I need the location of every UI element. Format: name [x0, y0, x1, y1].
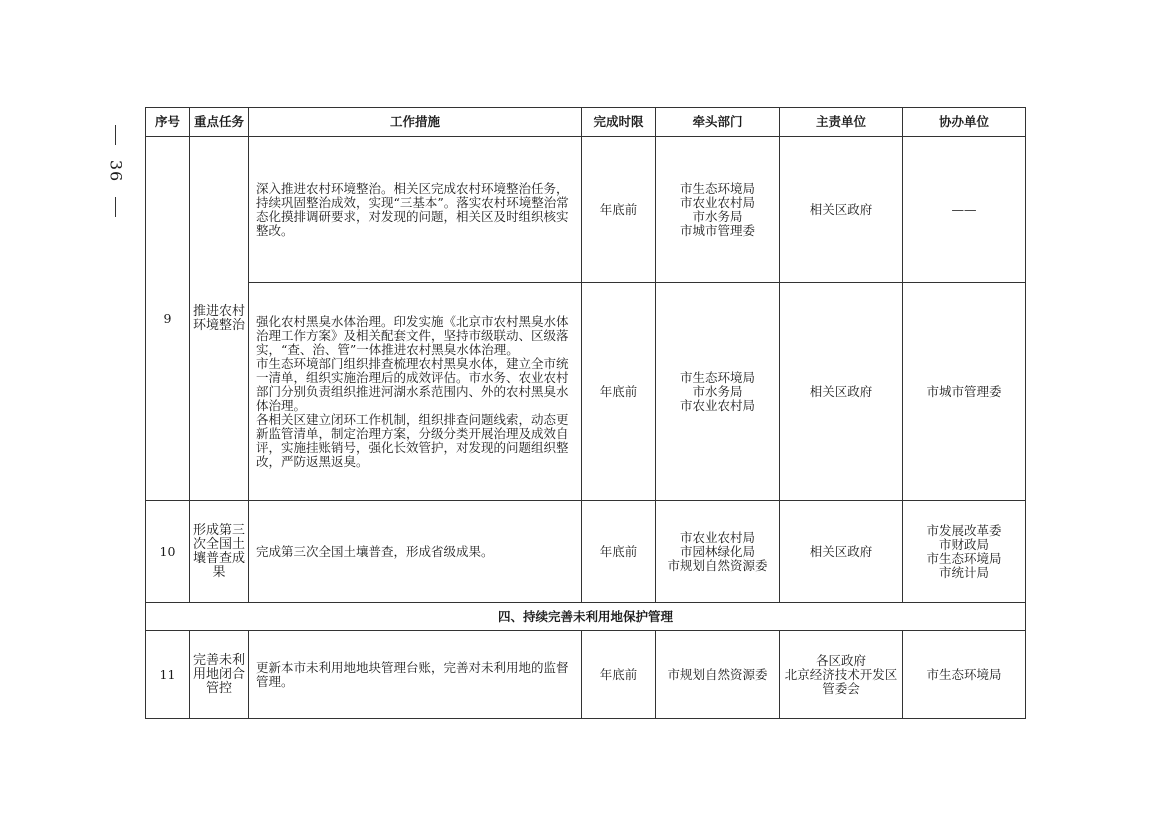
row11-no: 11 — [146, 631, 190, 719]
row9a-measures — [249, 137, 582, 283]
table-row-9a — [146, 137, 1026, 283]
row10-assist — [903, 501, 1026, 603]
row10-assist-item: 市发展改革委 — [926, 522, 1002, 538]
row10-lead-item: 市农业农村局 — [679, 529, 755, 545]
row9a-lead-item: 市城市管理委 — [679, 222, 755, 238]
row10-measures — [249, 501, 582, 603]
row9b-lead-item: 市生态环境局 — [679, 369, 755, 385]
row9a-assist: —— — [903, 137, 1026, 283]
header-measures: 工作措施 — [249, 108, 582, 137]
row9b-lead-item: 市水务局 — [692, 383, 743, 399]
row11-lead: 市规划自然资源委 — [656, 631, 780, 719]
row9b-measure-text: 强化农村黑臭水体治理。印发实施《北京市农村黑臭水体治理工作方案》及相关配套文件，坚持市级联动、区级落实，“查、治、管”一体推进农村黑臭水体治理。 — [256, 313, 569, 357]
row9a-lead-item: 市生态环境局 — [679, 180, 755, 196]
header-task: 重点任务 — [190, 108, 249, 137]
row10-measure-text: 完成第三次全国土壤普查，形成省级成果。 — [256, 543, 494, 559]
row9a-main: 相关区政府 — [780, 137, 903, 283]
table-row-10 — [146, 501, 1026, 603]
row9b-main: 相关区政府 — [780, 283, 903, 501]
row10-assist-item: 市生态环境局 — [926, 550, 1002, 566]
row10-lead — [656, 501, 780, 603]
page-number-text: 36 — [106, 159, 126, 183]
header-no: 序号 — [146, 108, 190, 137]
row11-main-item: 各区政府 — [815, 652, 866, 668]
header-lead: 牵头部门 — [656, 108, 780, 137]
row10-deadline: 年底前 — [582, 501, 656, 603]
row10-lead-item: 市园林绿化局 — [679, 543, 755, 559]
row10-lead-item: 市规划自然资源委 — [667, 557, 768, 573]
page-number-dash-top — [115, 125, 116, 145]
row9b-assist: 市城市管理委 — [903, 283, 1026, 501]
section-row — [146, 603, 1026, 631]
row9b-measures — [249, 283, 582, 501]
header-main: 主责单位 — [780, 108, 903, 137]
section-heading: 四、持续完善未利用地保护管理 — [146, 603, 1026, 631]
row9b-measure-text: 各相关区建立闭环工作机制，组织排查问题线索，动态更新监管清单，制定治理方案，分级分类开展治理及成效自评，实施挂账销号，强化长效管护，对发现的问题组织整改，严防返黑返臭。 — [256, 411, 569, 469]
header-assist: 协办单位 — [903, 108, 1026, 137]
row9b-lead-item: 市农业农村局 — [679, 397, 755, 413]
row9a-measure-text: 深入推进农村环境整治。相关区完成农村环境整治任务，持续巩固整治成效，实现“三基本”。落实农村环境整治常态化摸排调研要求，对发现的问题，相关区及时组织核实整改。 — [256, 180, 569, 238]
row9a-lead — [656, 137, 780, 283]
table-row-11 — [146, 631, 1026, 719]
row11-main-item: 北京经济技术开发区管委会 — [784, 666, 898, 696]
row9a-lead-item: 市水务局 — [692, 208, 743, 224]
table-header-row — [146, 108, 1026, 137]
row9a-lead-item: 市农业农村局 — [679, 194, 755, 210]
row10-task: 形成第三次全国土壤普查成果 — [190, 501, 249, 603]
row10-main: 相关区政府 — [780, 501, 903, 603]
row10-assist-item: 市统计局 — [938, 564, 989, 580]
row11-measure-text: 更新本市未利用地地块管理台账，完善对未利用地的监督管理。 — [256, 659, 569, 689]
row9-no: 9 — [146, 137, 190, 501]
page-number — [101, 125, 131, 217]
row11-assist: 市生态环境局 — [903, 631, 1026, 719]
row9a-deadline: 年底前 — [582, 137, 656, 283]
row10-assist-item: 市财政局 — [938, 536, 989, 552]
row11-task: 完善未利用地闭合管控 — [190, 631, 249, 719]
row11-main — [780, 631, 903, 719]
row11-measures — [249, 631, 582, 719]
row9b-measure-text: 市生态环境部门组织排查梳理农村黑臭水体，建立全市统一清单，组织实施治理后的成效评估。市水务、农业农村部门分别负责组织推进河湖水系范围内、外的农村黑臭水体治理。 — [256, 355, 569, 413]
header-deadline: 完成时限 — [582, 108, 656, 137]
row9-task: 推进农村环境整治 — [190, 137, 249, 501]
row10-no: 10 — [146, 501, 190, 603]
row11-deadline: 年底前 — [582, 631, 656, 719]
task-table — [145, 107, 1026, 719]
row9b-lead — [656, 283, 780, 501]
page-number-dash-bottom — [115, 197, 116, 217]
row9b-deadline: 年底前 — [582, 283, 656, 501]
table-row-9b — [146, 283, 1026, 501]
